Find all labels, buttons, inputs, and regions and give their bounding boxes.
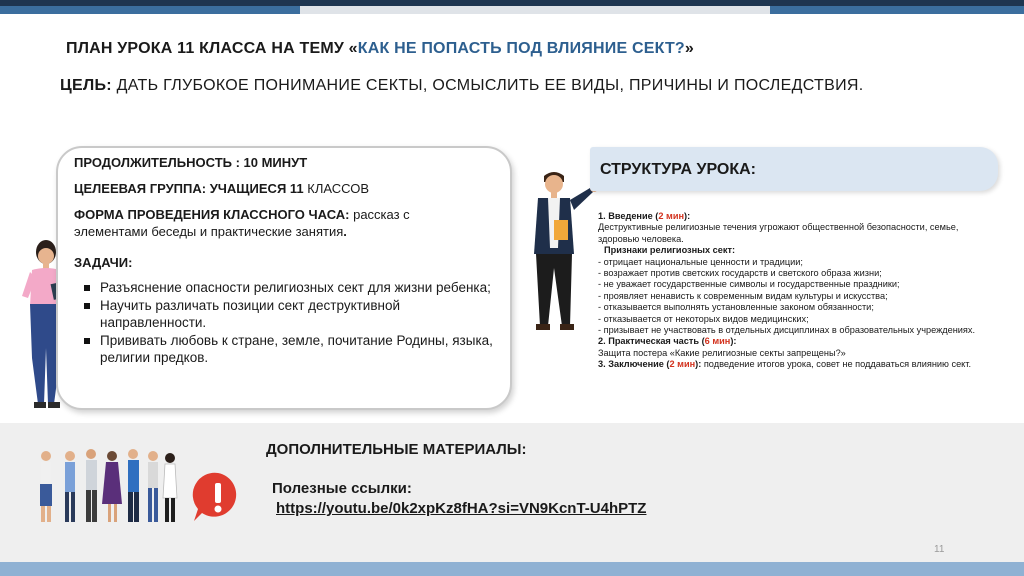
list-item: - проявляет ненависть к современным видам культуры и искусства; (598, 290, 888, 301)
group-of-people-figure (36, 446, 178, 526)
page-title: ПЛАН УРОКА 11 КЛАССА НА ТЕМУ «КАК НЕ ПОПАСТЬ ПОД ВЛИЯНИЕ СЕКТ?» (66, 40, 695, 57)
materials-heading: ДОПОЛНИТЕЛЬНЫЕ МАТЕРИАЛЫ: (266, 441, 527, 458)
list-item: - возражает против светских государств и светского образа жизни; (598, 268, 882, 279)
goal-text: ДАТЬ ГЛУБОКОЕ ПОНИМАНИЕ СЕКТЫ, ОСМЫСЛИТЬ ЕЕ ВИДЫ, ПРИЧИНЫ И ПОСЛЕДСТВИЯ. (111, 77, 864, 94)
list-item: Научить различать позиции сект деструктивной направленности. (84, 297, 494, 331)
form-text: ФОРМА ПРОВЕДЕНИЯ КЛАССНОГО ЧАСА: рассказ с элементами беседы и практические занятия. (74, 207, 410, 239)
list-item: - призывает не участвовать в отдельных дисциплинах в образовательных учреждениях. (598, 325, 976, 336)
target-group-text: ЦЕЛЕЕВАЯ ГРУППА: УЧАЩИЕСЯ 11 КЛАССОВ (74, 181, 370, 196)
practice-line: 2. Практическая часть (6 мин): (598, 336, 737, 347)
conclusion-line: 3. Заключение (2 мин): подведение итогов урока, совет не поддаваться влиянию сект. (598, 359, 972, 370)
tasks-label: ЗАДАЧИ: (74, 255, 133, 270)
list-item: - отказывается выполнять установленные законом обязанности; (598, 302, 874, 313)
page-number: 11 (934, 544, 945, 555)
list-item: Прививать любовь к стране, земле, почитание Родины, языка, религии предков. (84, 332, 494, 366)
practice-text: Защита постера «Какие религиозные секты запрещены?» (598, 347, 846, 358)
structure-heading-card (590, 147, 998, 191)
structure-body (598, 211, 998, 371)
top-accent-bar (0, 6, 300, 14)
duration-text: ПРОДОЛЖИТЕЛЬНОСТЬ : 10 МИНУТ (74, 155, 308, 170)
lesson-info-card (56, 146, 512, 410)
alert-icon (190, 469, 246, 525)
tasks-list (84, 279, 494, 367)
signs-label: Признаки религиозных сект: (604, 245, 736, 256)
structure-heading: СТРУКТУРА УРОКА: (600, 161, 757, 178)
teacher-man-figure (524, 168, 604, 332)
lesson-goal (60, 77, 864, 95)
list-item: - отрицает национальные ценности и традиции; (598, 256, 803, 267)
youtube-link[interactable]: https://youtu.be/0k2xpKz8fHA?si=VN9KcnT-U4hPTZ (276, 500, 647, 517)
intro-text: Деструктивные религиозные течения угрожают общественной безопасности, семье, здоровью человека. (598, 222, 959, 244)
top-accent-bar (770, 6, 1024, 14)
list-item: - не уважает государственные символы и государственные праздники; (598, 279, 900, 290)
useful-links-label: Полезные ссылки: (272, 480, 412, 497)
intro-line: 1. Введение (2 мин): (598, 211, 691, 221)
goal-label: ЦЕЛЬ: (60, 77, 112, 94)
bottom-decor-bar (0, 562, 1024, 576)
list-item: - отказывается от некоторых видов медицинских; (598, 313, 809, 324)
list-item: Разъяснение опасности религиозных сект для жизни ребенка; (84, 279, 494, 296)
